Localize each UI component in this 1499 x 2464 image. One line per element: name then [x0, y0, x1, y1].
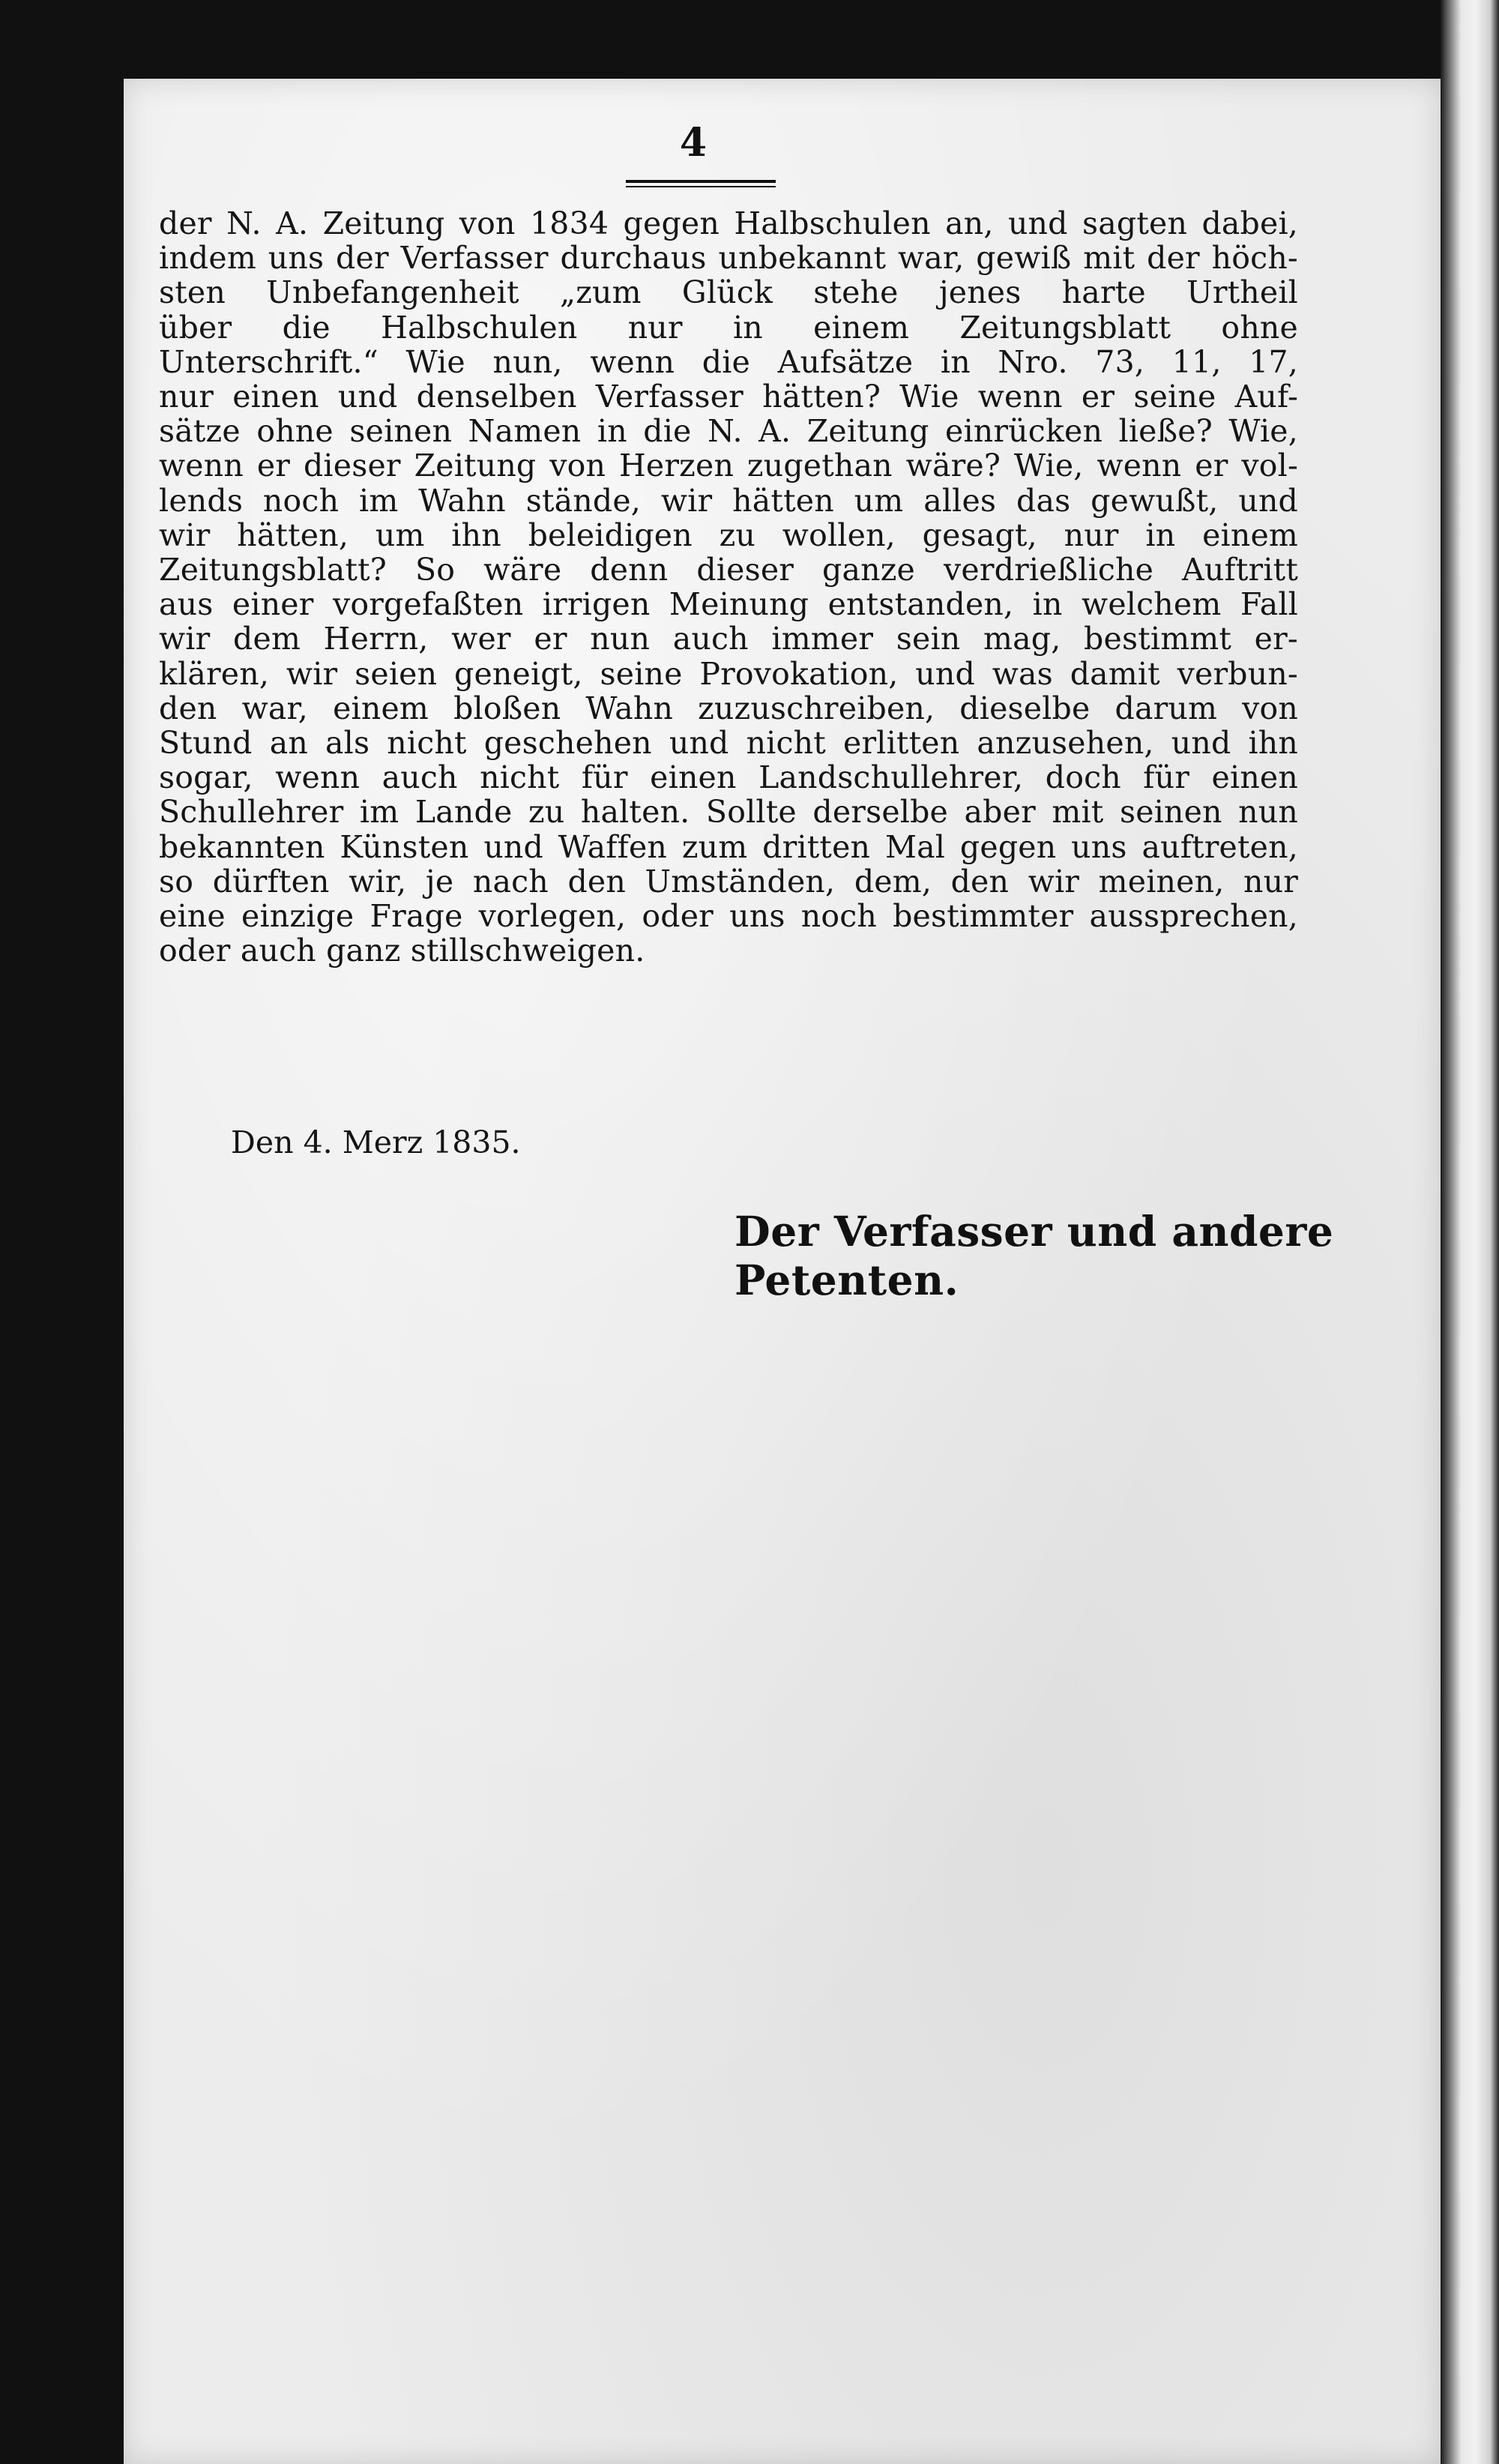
text-line: lends noch im Wahn stände, wir hätten um alles das gewußt, und [159, 482, 1298, 519]
text-line: aus einer vorgefaßten irrigen Meinung entstanden, in welchem Fall [159, 586, 1298, 623]
text-line: sogar, wenn auch nicht für einen Landschullehrer, doch für einen [159, 759, 1298, 796]
text-line: Stund an als nicht geschehen und nicht erlitten anzusehen, und ihn [159, 725, 1298, 762]
header-rule [626, 180, 776, 187]
text-line: Zeitungsblatt? So wäre denn dieser ganze verdrießliche Auftritt [159, 552, 1298, 588]
text-line: sten Unbefangenheit „zum Glück stehe jenes harte Urtheil [159, 274, 1298, 311]
text-line: Unterschrift.“ Wie nun, wenn die Aufsätze in Nro. 73, 11, 17, [159, 343, 1298, 380]
text-line: über die Halbschulen nur in einem Zeitungsblatt ohne [159, 309, 1298, 346]
text-line: indem uns der Verfasser durchaus unbekannt war, gewiß mit der höch- [159, 240, 1298, 277]
text-line: Schullehrer im Lande zu halten. Sollte derselbe aber mit seinen nun [159, 794, 1298, 831]
text-line: der N. A. Zeitung von 1834 gegen Halbschulen an, und sagten dabei, [159, 205, 1298, 241]
body-paragraph [159, 206, 1298, 968]
page-number: 4 [679, 120, 708, 166]
signature: Der Verfasser und andere Petenten. [735, 1207, 1334, 1304]
date-line: Den 4. Merz 1835. [231, 1124, 521, 1160]
text-line: sätze ohne seinen Namen in die N. A. Zeitung einrücken ließe? Wie, [159, 413, 1298, 450]
text-line: klären, wir seien geneigt, seine Provokation, und was damit verbun- [159, 655, 1298, 692]
text-line: eine einzige Frage vorlegen, oder uns noch bestimmter aussprechen, [159, 898, 1298, 935]
text-line: bekannten Künsten und Waffen zum dritten Mal gegen uns auftreten, [159, 828, 1298, 865]
text-line: den war, einem bloßen Wahn zuzuschreiben, dieselbe darum von [159, 690, 1298, 726]
text-line: wir hätten, um ihn beleidigen zu wollen, gesagt, nur in einem [159, 516, 1298, 553]
text-line: wenn er dieser Zeitung von Herzen zugethan wäre? Wie, wenn er vol- [159, 448, 1298, 484]
text-line: oder auch ganz stillschweigen. [159, 933, 645, 969]
text-line: so dürften wir, je nach den Umständen, dem, den wir meinen, nur [159, 863, 1298, 900]
text-line: wir dem Herrn, wer er nun auch immer sein mag, bestimmt er- [159, 621, 1298, 657]
text-line: nur einen und denselben Verfasser hätten? Wie wenn er seine Auf- [159, 379, 1298, 415]
